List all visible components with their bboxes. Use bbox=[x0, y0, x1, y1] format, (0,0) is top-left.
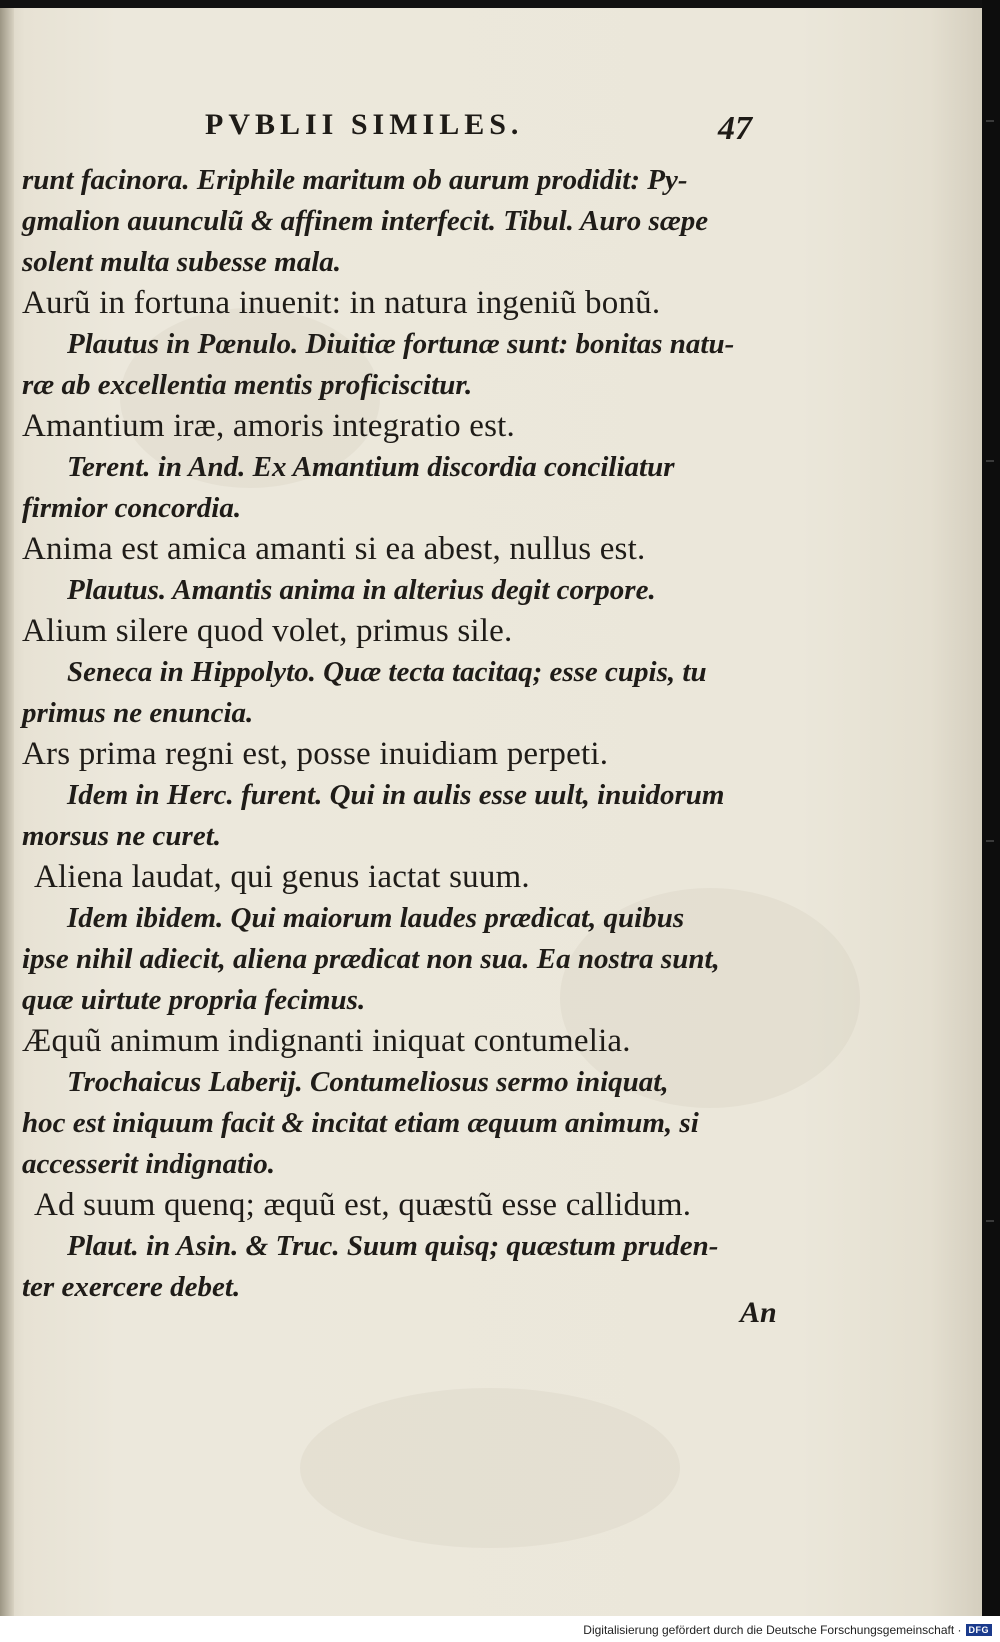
edge-mark bbox=[986, 1220, 994, 1222]
text-line-commentary: hoc est iniquum facit & incitat etiam æquum animum, si bbox=[22, 1107, 699, 1139]
dfg-logo-icon: DFG bbox=[966, 1624, 993, 1636]
text-line-commentary: Seneca in Hippolyto. Quæ tecta tacitaq; esse cupis, tu bbox=[67, 656, 707, 688]
text-line-commentary: Plautus. Amantis anima in alterius degit corpore. bbox=[67, 574, 656, 606]
running-title: PVBLII SIMILES. bbox=[205, 108, 524, 141]
text-line-commentary: primus ne enuncia. bbox=[22, 697, 254, 729]
text-line-commentary: ræ ab excellentia mentis proficiscitur. bbox=[22, 369, 473, 401]
text-line-commentary: quæ uirtute propria fecimus. bbox=[22, 984, 366, 1016]
text-line-sentence: Amantium iræ, amoris integratio est. bbox=[22, 408, 515, 444]
text-line-commentary: runt facinora. Eriphile maritum ob aurum prodidit: Py- bbox=[22, 164, 688, 196]
credit-text: Digitalisierung gefördert durch die Deutsche Forschungsgemeinschaft · bbox=[583, 1623, 962, 1637]
digitization-credit bbox=[583, 1620, 992, 1640]
text-line-sentence: Ars prima regni est, posse inuidiam perpeti. bbox=[22, 736, 609, 772]
page-body bbox=[22, 160, 782, 1308]
text-line-sentence: Ad suum quenq; æquũ est, quæstũ esse callidum. bbox=[34, 1187, 692, 1223]
page-gutter-shadow bbox=[0, 8, 14, 1616]
text-line-sentence: Alium silere quod volet, primus sile. bbox=[22, 613, 513, 649]
text-line-commentary: ter exercere debet. bbox=[22, 1271, 241, 1303]
paper-stain bbox=[300, 1388, 680, 1548]
text-line-commentary: solent multa subesse mala. bbox=[22, 246, 342, 278]
text-line-commentary: ipse nihil adiecit, aliena prædicat non sua. Ea nostra sunt, bbox=[22, 943, 720, 975]
text-line-commentary: Plautus in Pœnulo. Diuitiæ fortunæ sunt: bonitas natu- bbox=[67, 328, 735, 360]
text-line-commentary: Idem in Herc. furent. Qui in aulis esse uult, inuidorum bbox=[67, 779, 725, 811]
page-number: 47 bbox=[718, 110, 752, 147]
text-line-commentary: Idem ibidem. Qui maiorum laudes prædicat, quibus bbox=[67, 902, 685, 934]
text-line-commentary: Plaut. in Asin. & Truc. Suum quisq; quæstum pruden- bbox=[67, 1230, 719, 1262]
text-line-sentence: Anima est amica amanti si ea abest, nullus est. bbox=[22, 531, 646, 567]
text-line-commentary: Terent. in And. Ex Amantium discordia conciliatur bbox=[67, 451, 675, 483]
text-line-sentence: Aliena laudat, qui genus iactat suum. bbox=[34, 859, 530, 895]
text-line-commentary: morsus ne curet. bbox=[22, 820, 222, 852]
edge-mark bbox=[986, 120, 994, 122]
text-line-commentary: accesserit indignatio. bbox=[22, 1148, 275, 1180]
text-line-sentence: Æquũ animum indignanti iniquat contumelia. bbox=[22, 1023, 631, 1059]
text-line-commentary: Trochaicus Laberij. Contumeliosus sermo iniquat, bbox=[67, 1066, 669, 1098]
scan-right-edge bbox=[982, 0, 1000, 1616]
text-line-commentary: firmior concordia. bbox=[22, 492, 242, 524]
page-header bbox=[0, 108, 982, 148]
edge-mark bbox=[986, 840, 994, 842]
text-line-commentary: gmalion auunculũ & affinem interfecit. Tibul. Auro sæpe bbox=[22, 205, 709, 237]
text-line-sentence: Aurũ in fortuna inuenit: in natura ingeniũ bonũ. bbox=[22, 285, 661, 321]
edge-mark bbox=[986, 460, 994, 462]
catchword: An bbox=[740, 1296, 777, 1329]
